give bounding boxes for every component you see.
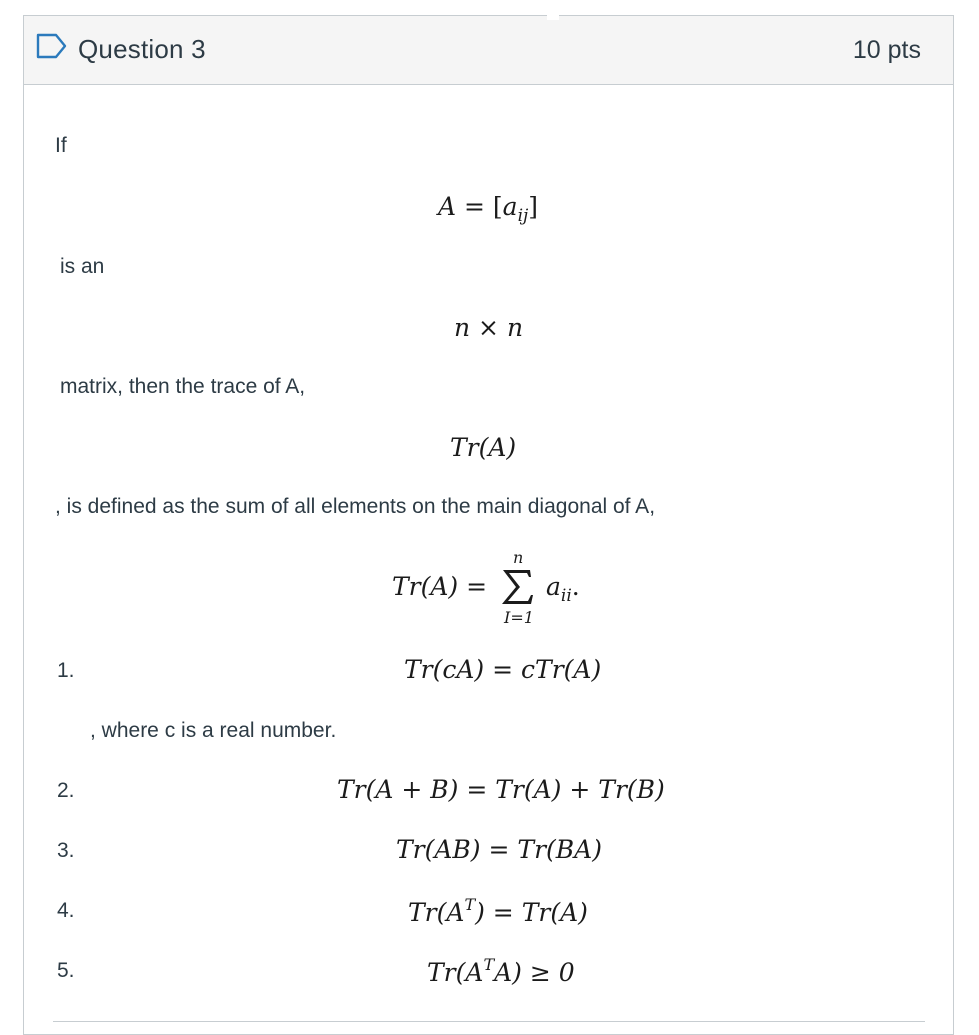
property-4-sup: T — [464, 895, 476, 914]
question-title: Question 3 — [78, 34, 206, 64]
a-def-var: a — [502, 192, 518, 221]
a-def-open: [ — [492, 192, 503, 221]
text-if: If — [55, 134, 67, 157]
dims-value: n × n — [454, 313, 524, 342]
sum-upper-limit: n — [513, 548, 524, 567]
a-def-close: ] — [528, 192, 539, 221]
property-4-formula — [408, 895, 588, 927]
text-where: , where c is a real number. — [90, 719, 337, 742]
sum-lhs-text: Tr(A) = — [392, 572, 488, 601]
property-3-number: 3. — [57, 839, 75, 862]
property-4-number: 4. — [57, 899, 75, 922]
text-defined: , is defined as the sum of all elements on the main diagonal of A, — [55, 495, 656, 518]
summation-icon — [500, 568, 534, 606]
formula-sum-lhs — [392, 572, 487, 601]
property-3-text: Tr(AB) = Tr(BA) — [396, 835, 602, 864]
property-4-text-b: ) = Tr(A) — [475, 898, 588, 927]
property-2-number: 2. — [57, 779, 75, 802]
bottom-divider — [53, 1021, 925, 1022]
sum-lower-limit: I=1 — [504, 608, 534, 627]
property-2-text: Tr(A + B) = Tr(A) + Tr(B) — [337, 775, 665, 804]
sum-period: . — [571, 572, 580, 601]
property-5-sup: T — [483, 955, 495, 974]
question-points: 10 pts — [852, 36, 921, 64]
flag-question-icon[interactable] — [36, 33, 68, 59]
question-header — [24, 16, 953, 85]
formula-dims — [454, 313, 523, 342]
question-card — [23, 15, 954, 1035]
property-3-formula — [396, 835, 602, 864]
text-matrix: matrix, then the trace of A, — [60, 375, 306, 398]
property-1-formula — [404, 655, 601, 684]
formula-a-def — [438, 192, 538, 226]
formula-trace — [450, 433, 516, 462]
property-5-formula — [427, 955, 575, 987]
property-5-text-b: A) ≥ 0 — [494, 958, 575, 987]
a-def-sub: ij — [517, 206, 529, 226]
property-1-number: 1. — [57, 659, 75, 682]
property-1-text: Tr(cA) = cTr(A) — [404, 655, 602, 684]
property-5-number: 5. — [57, 959, 75, 982]
sum-term: a — [546, 572, 561, 601]
property-2-formula — [337, 775, 665, 804]
trace-value: Tr(A) — [450, 433, 517, 462]
sum-term-sub: ii — [560, 586, 572, 606]
text-is-an: is an — [60, 255, 105, 278]
a-def-eq: = — [456, 192, 493, 221]
property-5-text-a: Tr(A — [427, 958, 484, 987]
header-notch — [547, 14, 559, 20]
property-4-text-a: Tr(A — [408, 898, 465, 927]
formula-sum-term — [546, 572, 580, 606]
a-def-lhs: A — [438, 192, 457, 221]
